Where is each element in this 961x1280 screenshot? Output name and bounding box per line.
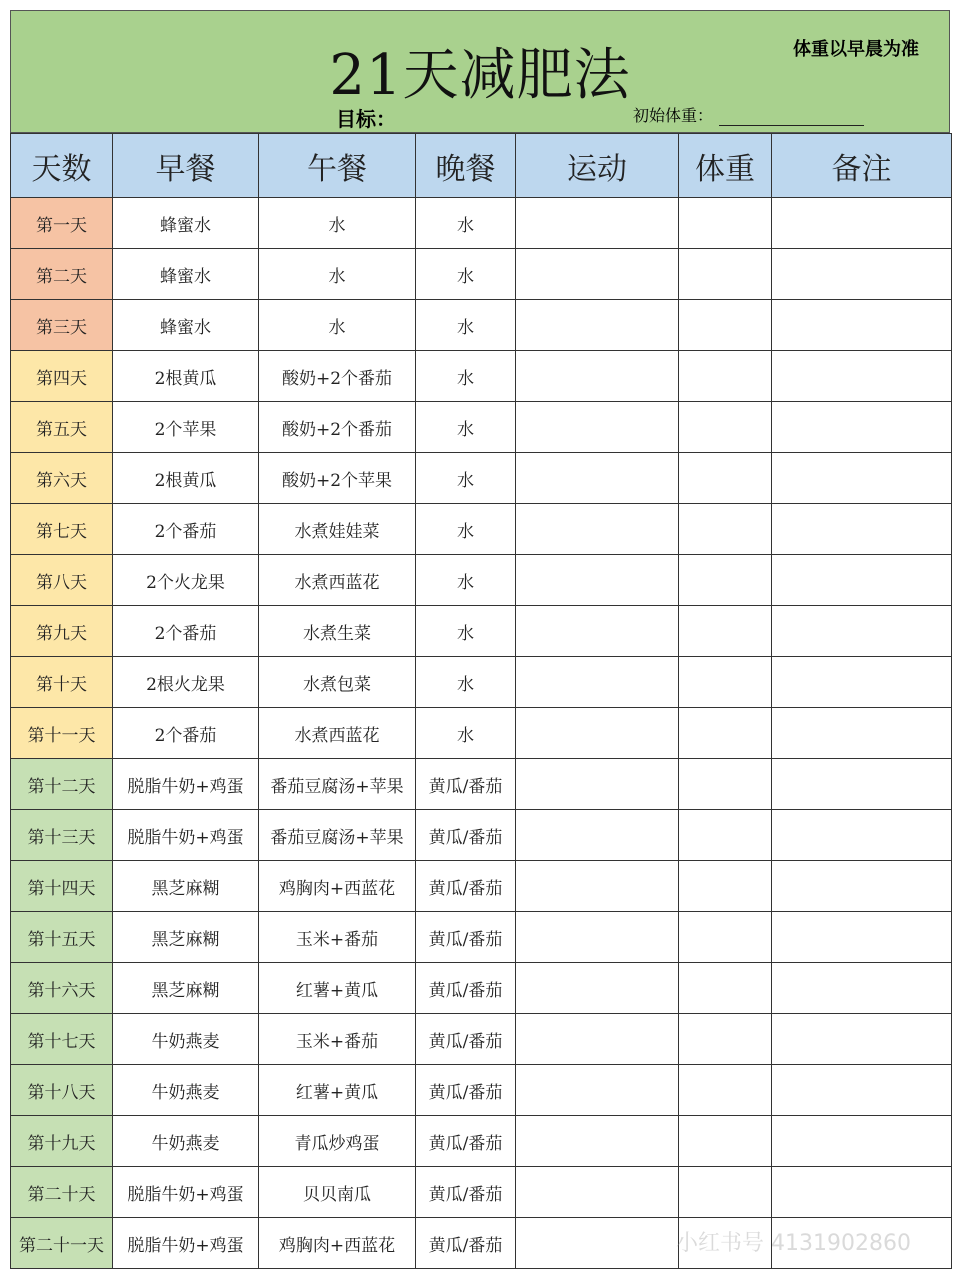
exercise-cell[interactable] <box>516 504 679 555</box>
exercise-cell[interactable] <box>516 1218 679 1269</box>
initial-weight-field[interactable] <box>719 109 864 126</box>
lunch-cell: 贝贝南瓜 <box>259 1167 416 1218</box>
exercise-cell[interactable] <box>516 1167 679 1218</box>
breakfast-cell: 2根黄瓜 <box>113 453 259 504</box>
day-cell: 第十四天 <box>11 861 113 912</box>
lunch-cell: 青瓜炒鸡蛋 <box>259 1116 416 1167</box>
dinner-cell: 黄瓜/番茄 <box>416 963 516 1014</box>
breakfast-cell: 2个火龙果 <box>113 555 259 606</box>
table-row <box>11 351 952 402</box>
day-cell: 第二十一天 <box>11 1218 113 1269</box>
day-cell: 第九天 <box>11 606 113 657</box>
dinner-cell: 黄瓜/番茄 <box>416 810 516 861</box>
weight-cell[interactable] <box>679 708 772 759</box>
table-row <box>11 453 952 504</box>
table-row <box>11 249 952 300</box>
table-row <box>11 606 952 657</box>
weight-cell[interactable] <box>679 300 772 351</box>
table-row <box>11 1167 952 1218</box>
exercise-cell[interactable] <box>516 402 679 453</box>
day-cell: 第七天 <box>11 504 113 555</box>
weight-cell[interactable] <box>679 402 772 453</box>
dinner-cell: 水 <box>416 351 516 402</box>
header-row <box>11 134 952 198</box>
table-row <box>11 1014 952 1065</box>
exercise-cell[interactable] <box>516 198 679 249</box>
dinner-cell: 水 <box>416 402 516 453</box>
dinner-cell: 黄瓜/番茄 <box>416 1014 516 1065</box>
day-cell: 第八天 <box>11 555 113 606</box>
day-cell: 第二天 <box>11 249 113 300</box>
breakfast-cell: 黑芝麻糊 <box>113 912 259 963</box>
lunch-cell: 水 <box>259 198 416 249</box>
breakfast-cell: 牛奶燕麦 <box>113 1065 259 1116</box>
notes-cell[interactable] <box>772 810 952 861</box>
header-exercise: 运动 <box>516 134 679 198</box>
plan-table <box>10 133 952 1269</box>
day-cell: 第二十天 <box>11 1167 113 1218</box>
table-row <box>11 402 952 453</box>
day-cell: 第十二天 <box>11 759 113 810</box>
notes-cell[interactable] <box>772 1116 952 1167</box>
notes-cell[interactable] <box>772 453 952 504</box>
header-breakfast: 早餐 <box>113 134 259 198</box>
exercise-cell[interactable] <box>516 1065 679 1116</box>
header-weight: 体重 <box>679 134 772 198</box>
lunch-cell: 水煮娃娃菜 <box>259 504 416 555</box>
weight-cell[interactable] <box>679 759 772 810</box>
breakfast-cell: 黑芝麻糊 <box>113 963 259 1014</box>
dinner-cell: 水 <box>416 657 516 708</box>
day-cell: 第十九天 <box>11 1116 113 1167</box>
exercise-cell[interactable] <box>516 1116 679 1167</box>
lunch-cell: 酸奶+2个苹果 <box>259 453 416 504</box>
table-row <box>11 300 952 351</box>
table-row <box>11 657 952 708</box>
exercise-cell[interactable] <box>516 912 679 963</box>
dinner-cell: 水 <box>416 453 516 504</box>
notes-cell[interactable] <box>772 708 952 759</box>
notes-cell[interactable] <box>772 402 952 453</box>
weight-cell[interactable] <box>679 1065 772 1116</box>
lunch-cell: 水 <box>259 249 416 300</box>
initial-weight <box>633 103 864 126</box>
page-title: 21天减肥法 <box>329 43 631 108</box>
breakfast-cell: 2个番茄 <box>113 504 259 555</box>
notes-cell[interactable] <box>772 1065 952 1116</box>
table-row <box>11 504 952 555</box>
exercise-cell[interactable] <box>516 453 679 504</box>
breakfast-cell: 蜂蜜水 <box>113 198 259 249</box>
notes-cell[interactable] <box>772 1014 952 1065</box>
header-dinner: 晚餐 <box>416 134 516 198</box>
lunch-cell: 水煮西蓝花 <box>259 555 416 606</box>
dinner-cell: 黄瓜/番茄 <box>416 1065 516 1116</box>
weigh-in-note: 体重以早晨为准 <box>793 39 919 60</box>
exercise-cell[interactable] <box>516 555 679 606</box>
exercise-cell[interactable] <box>516 810 679 861</box>
dinner-cell: 水 <box>416 249 516 300</box>
lunch-cell: 鸡胸肉+西蓝花 <box>259 1218 416 1269</box>
day-cell: 第五天 <box>11 402 113 453</box>
exercise-cell[interactable] <box>516 963 679 1014</box>
notes-cell[interactable] <box>772 606 952 657</box>
initial-weight-label: 初始体重： <box>633 106 714 125</box>
notes-cell[interactable] <box>772 963 952 1014</box>
weight-cell[interactable] <box>679 504 772 555</box>
weight-cell[interactable] <box>679 1014 772 1065</box>
exercise-cell[interactable] <box>516 861 679 912</box>
notes-cell[interactable] <box>772 759 952 810</box>
weight-cell[interactable] <box>679 351 772 402</box>
breakfast-cell: 牛奶燕麦 <box>113 1014 259 1065</box>
exercise-cell[interactable] <box>516 606 679 657</box>
dinner-cell: 水 <box>416 198 516 249</box>
day-cell: 第三天 <box>11 300 113 351</box>
title-bar <box>10 10 950 133</box>
lunch-cell: 酸奶+2个番茄 <box>259 351 416 402</box>
header-day: 天数 <box>11 134 113 198</box>
header-lunch: 午餐 <box>259 134 416 198</box>
weight-cell[interactable] <box>679 453 772 504</box>
dinner-cell: 水 <box>416 300 516 351</box>
notes-cell[interactable] <box>772 249 952 300</box>
breakfast-cell: 脱脂牛奶+鸡蛋 <box>113 810 259 861</box>
breakfast-cell: 脱脂牛奶+鸡蛋 <box>113 1167 259 1218</box>
notes-cell[interactable] <box>772 1167 952 1218</box>
breakfast-cell: 脱脂牛奶+鸡蛋 <box>113 1218 259 1269</box>
notes-cell[interactable] <box>772 861 952 912</box>
lunch-cell: 番茄豆腐汤+苹果 <box>259 810 416 861</box>
breakfast-cell: 蜂蜜水 <box>113 249 259 300</box>
weight-cell[interactable] <box>679 912 772 963</box>
table-row <box>11 1065 952 1116</box>
table-row <box>11 198 952 249</box>
dinner-cell: 黄瓜/番茄 <box>416 1116 516 1167</box>
weight-cell[interactable] <box>679 606 772 657</box>
table-row <box>11 963 952 1014</box>
day-cell: 第十三天 <box>11 810 113 861</box>
day-cell: 第十天 <box>11 657 113 708</box>
breakfast-cell: 2个番茄 <box>113 606 259 657</box>
lunch-cell: 鸡胸肉+西蓝花 <box>259 861 416 912</box>
day-cell: 第十五天 <box>11 912 113 963</box>
notes-cell[interactable] <box>772 657 952 708</box>
dinner-cell: 黄瓜/番茄 <box>416 861 516 912</box>
exercise-cell[interactable] <box>516 708 679 759</box>
day-cell: 第六天 <box>11 453 113 504</box>
dinner-cell: 水 <box>416 555 516 606</box>
notes-cell[interactable] <box>772 351 952 402</box>
exercise-cell[interactable] <box>516 249 679 300</box>
table-row <box>11 912 952 963</box>
breakfast-cell: 2个苹果 <box>113 402 259 453</box>
lunch-cell: 水 <box>259 300 416 351</box>
lunch-cell: 酸奶+2个番茄 <box>259 402 416 453</box>
day-cell: 第四天 <box>11 351 113 402</box>
exercise-cell[interactable] <box>516 300 679 351</box>
day-cell: 第十一天 <box>11 708 113 759</box>
lunch-cell: 水煮包菜 <box>259 657 416 708</box>
breakfast-cell: 黑芝麻糊 <box>113 861 259 912</box>
weight-cell[interactable] <box>679 657 772 708</box>
goal-label: 目标： <box>336 107 396 131</box>
table-row <box>11 810 952 861</box>
exercise-cell[interactable] <box>516 351 679 402</box>
notes-cell[interactable] <box>772 912 952 963</box>
breakfast-cell: 牛奶燕麦 <box>113 1116 259 1167</box>
table-row <box>11 1116 952 1167</box>
table-row <box>11 861 952 912</box>
header-notes: 备注 <box>772 134 952 198</box>
breakfast-cell: 脱脂牛奶+鸡蛋 <box>113 759 259 810</box>
dinner-cell: 黄瓜/番茄 <box>416 1167 516 1218</box>
diet-plan-sheet <box>10 10 950 1269</box>
dinner-cell: 黄瓜/番茄 <box>416 759 516 810</box>
watermark: 小红书号 4131902860 <box>676 1231 911 1256</box>
weight-cell[interactable] <box>679 249 772 300</box>
day-cell: 第十七天 <box>11 1014 113 1065</box>
dinner-cell: 水 <box>416 504 516 555</box>
notes-cell[interactable] <box>772 300 952 351</box>
notes-cell[interactable] <box>772 504 952 555</box>
table-row <box>11 708 952 759</box>
dinner-cell: 水 <box>416 708 516 759</box>
weight-cell[interactable] <box>679 963 772 1014</box>
lunch-cell: 水煮西蓝花 <box>259 708 416 759</box>
breakfast-cell: 蜂蜜水 <box>113 300 259 351</box>
lunch-cell: 番茄豆腐汤+苹果 <box>259 759 416 810</box>
lunch-cell: 红薯+黄瓜 <box>259 1065 416 1116</box>
exercise-cell[interactable] <box>516 657 679 708</box>
breakfast-cell: 2根黄瓜 <box>113 351 259 402</box>
weight-cell[interactable] <box>679 555 772 606</box>
breakfast-cell: 2个番茄 <box>113 708 259 759</box>
lunch-cell: 红薯+黄瓜 <box>259 963 416 1014</box>
day-cell: 第一天 <box>11 198 113 249</box>
table-row <box>11 555 952 606</box>
dinner-cell: 黄瓜/番茄 <box>416 912 516 963</box>
notes-cell[interactable] <box>772 198 952 249</box>
weight-cell[interactable] <box>679 810 772 861</box>
exercise-cell[interactable] <box>516 759 679 810</box>
lunch-cell: 玉米+番茄 <box>259 1014 416 1065</box>
dinner-cell: 黄瓜/番茄 <box>416 1218 516 1269</box>
dinner-cell: 水 <box>416 606 516 657</box>
table-row <box>11 759 952 810</box>
weight-cell[interactable] <box>679 198 772 249</box>
weight-cell[interactable] <box>679 1116 772 1167</box>
lunch-cell: 玉米+番茄 <box>259 912 416 963</box>
weight-cell[interactable] <box>679 1167 772 1218</box>
breakfast-cell: 2根火龙果 <box>113 657 259 708</box>
lunch-cell: 水煮生菜 <box>259 606 416 657</box>
exercise-cell[interactable] <box>516 1014 679 1065</box>
day-cell: 第十六天 <box>11 963 113 1014</box>
notes-cell[interactable] <box>772 555 952 606</box>
weight-cell[interactable] <box>679 861 772 912</box>
day-cell: 第十八天 <box>11 1065 113 1116</box>
